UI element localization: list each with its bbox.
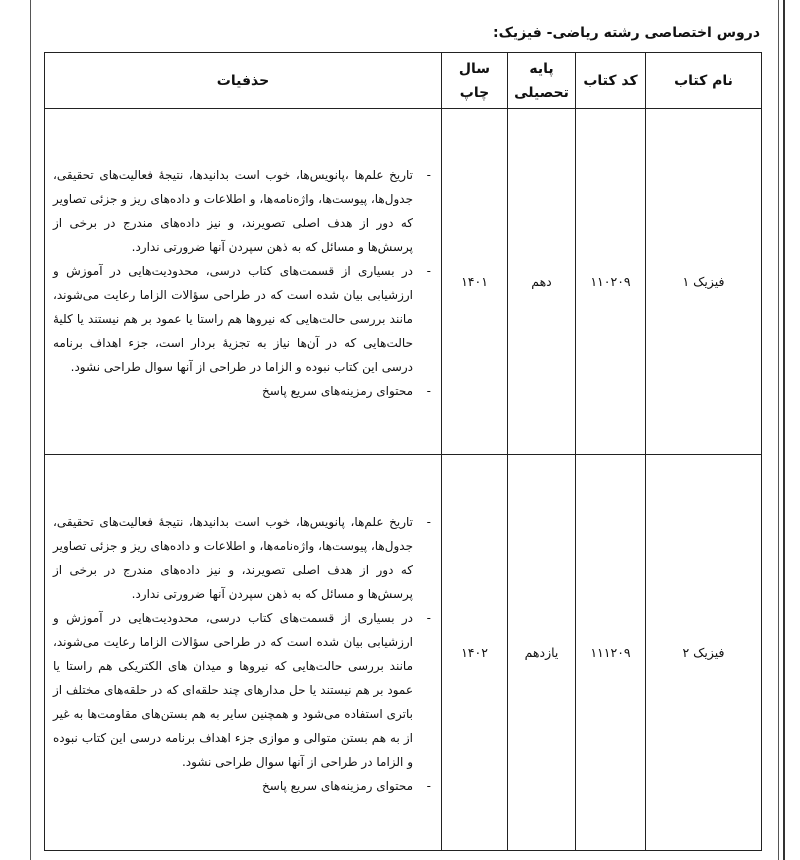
page-border-right-outer xyxy=(783,0,785,860)
book-code-cell: ۱۱۱۲۰۹ xyxy=(576,455,646,851)
header-year: سال چاپ xyxy=(442,53,508,109)
table-header-row xyxy=(45,53,762,109)
grade-cell: یازدهم xyxy=(508,455,576,851)
page-border-right xyxy=(778,0,779,860)
list-item: - تاریخ علم‌ها ،پانویس‌ها، خوب است بدانیدها، نتیجهٔ فعالیت‌های تحقیقی، جدول‌ها، پیوست‌ها، واژه‌نامه‌ها، و اطلاعات و داده‌های ریز و جزئی تصاویر که دور از هدف اصلی تصویرند، و نیز داده‌های مندرج در برخی از پرسش‌ها و مسائل که به ذهن سپردن آنها ضرورتی ندارد. xyxy=(53,163,433,259)
list-item: - محتوای رمزینه‌های سریع پاسخ xyxy=(53,774,433,798)
section-heading: دروس اختصاصی رشته ریاضی- فیزیک: xyxy=(493,25,760,41)
book-name-cell: فیزیک ۲ xyxy=(646,455,762,851)
deletions-cell xyxy=(45,109,442,455)
book-name-cell: فیزیک ۱ xyxy=(646,109,762,455)
list-item: - در بسیاری از قسمت‌های کتاب درسی، محدودیت‌هایی در آموزش و ارزشیابی بیان شده است که در طراحی سؤالات الزاما رعایت می‌شوند، مانند بررسی حالت‌هایی که نیروها هم راستا یا عمود بر هم نیستند یا کلیهٔ حالت‌هایی که در آن‌ها نیاز به تجزیهٔ بردار است، جزء اهداف برنامه درسی این کتاب نبوده و الزاما در طراحی از آنها سوال طراحی نشود. xyxy=(53,259,433,379)
year-cell: ۱۴۰۱ xyxy=(442,109,508,455)
list-item: - در بسیاری از قسمت‌های کتاب درسی، محدودیت‌هایی در آموزش و ارزشیابی بیان شده است که در طراحی سؤالات الزاما رعایت می‌شوند، مانند بررسی حالت‌هایی که نیروها و میدان های الکتریکی هم راستا یا عمود بر هم نیستند یا حل مدارهای چند حلقه‌ای که در حلقه‌های مختلف از باتری استفاده می‌شود و همچنین سایر به هم بستن‌های مقاومت‌ها به غیر از به هم بستن متوالی و موازی جزء اهداف برنامه درسی این کتاب نبوده و الزاما در طراحی از آنها سوال طراحی نشود. xyxy=(53,606,433,774)
header-book-code: کد کتاب xyxy=(576,53,646,109)
deletions-cell xyxy=(45,455,442,851)
table-row xyxy=(45,109,762,455)
header-deletions: حذفیات xyxy=(45,53,442,109)
year-cell: ۱۴۰۲ xyxy=(442,455,508,851)
syllabus-table xyxy=(44,52,762,851)
header-book-name: نام کتاب xyxy=(646,53,762,109)
book-code-cell: ۱۱۰۲۰۹ xyxy=(576,109,646,455)
grade-cell: دهم xyxy=(508,109,576,455)
page-border-left xyxy=(30,0,31,860)
table-row xyxy=(45,455,762,851)
header-grade: پایه تحصیلی xyxy=(508,53,576,109)
deletions-list xyxy=(45,157,441,407)
deletions-list xyxy=(45,504,441,802)
list-item: - تاریخ علم‌ها، پانویس‌ها، خوب است بدانیدها، نتیجهٔ فعالیت‌های تحقیقی، جدول‌ها، پیوست‌ها، واژه‌نامه‌ها، و اطلاعات و داده‌های ریز و جزئی تصاویر که دور از هدف اصلی تصویرند، و نیز داده‌های مندرج در برخی از پرسش‌ها و مسائل که به ذهن سپردن آنها ضرورتی ندارد. xyxy=(53,510,433,606)
list-item: - محتوای رمزینه‌های سریع پاسخ xyxy=(53,379,433,403)
